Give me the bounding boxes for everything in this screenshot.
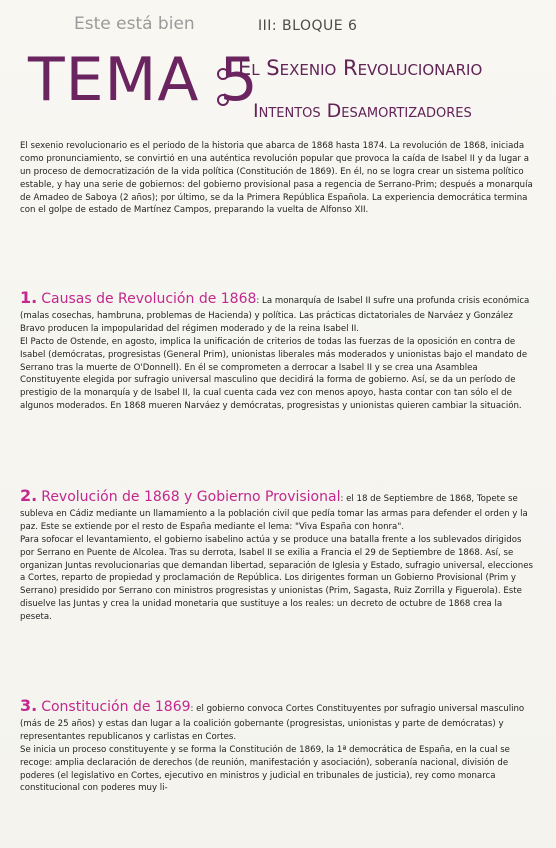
section-2-number: 2.	[20, 486, 38, 505]
section-2-body: Para sofocar el levantamiento, el gobierno isabelino actúa y se produce una batalla frente a los sublevados dirigidos por Serrano en Puente de Alcolea. Tras su derrota, Isabel II se exilia a Francia el 29 de Septiembre de 1868. Así, se organizan Juntas revolucionarias que demandan libertad, separación de Iglesia y Estado, sufragio universal, elecciones a Cortes, reparto de propiedad y proclamación de República. Los dirigentes forman un Gobierno Provisional (Prim y Serrano) presidido por Serrano con ministros progresistas y unionistas (Prim, Sagasta, Ruiz Zorrilla y Figuerola). Este disuelve las Juntas y crea la unidad monetaria que sustituye a los reales: un decreto de octubre de 1868 crea la peseta.	[20, 534, 533, 623]
teacher-note: Este está bien	[74, 14, 195, 34]
page-header	[28, 45, 548, 134]
section-3-heading	[20, 696, 191, 715]
tema-title: TEMA 5	[28, 45, 259, 115]
section-1-inline-text: : La monarquía de Isabel II sufre una profunda crisis económica (malas cosechas, hambruna, problemas de Hacienda) y política. Las prácticas dictatoriales de Narváez y González Bravo producen la impopularidad del régimen moderado y de la reina Isabel II.	[20, 296, 530, 334]
main-title: El Sexenio Revolucionario	[238, 56, 483, 80]
section-2	[20, 484, 536, 624]
header-colon	[214, 66, 228, 108]
section-2-lead	[20, 484, 536, 534]
colon-dot-bottom	[217, 94, 229, 106]
section-2-title: Revolución de 1868 y Gobierno Provisional	[41, 489, 341, 505]
bloque-label: III: BLOQUE 6	[258, 18, 358, 34]
section-3-number: 3.	[20, 696, 38, 715]
section-1-lead	[20, 286, 536, 336]
section-2-inline-text: : el 18 de Septiembre de 1868, Topete se subleva en Cádiz mediante un llamamiento a la población civil que pedía tomar las armas para defender el orden y la paz. Este se extiende por el resto de España mediante el lema: "Viva España con honra".	[20, 494, 528, 532]
subtitle: Intentos Desamortizadores	[253, 100, 472, 122]
section-2-heading	[20, 486, 341, 505]
section-1-number: 1.	[20, 288, 38, 307]
colon-dot-top	[217, 68, 229, 80]
section-1	[20, 286, 536, 413]
intro-paragraph: El sexenio revolucionario es el periodo de la historia que abarca de 1868 hasta 1874. La revolución de 1868, iniciada como pronunciamiento, se convirtió en una auténtica revolución popular que provoca la caída de Isabel II y da lugar a un proceso de democratización de la vida política (Constitución de 1869). En él, no se logra crear un sistema político estable, y hay una serie de gobiernos: del gobierno provisional pasa a regencia de Serrano-Prim; después a monarquía de Amadeo de Saboya (2 años); por último, se da la Primera República Española. La experiencia democrática termina con el golpe de estado de Martínez Campos, preparando la vuelta de Alfonso XII.	[20, 141, 533, 216]
section-3-body: Se inicia un proceso constituyente y se forma la Constitución de 1869, la 1ª democrática de España, en la cual se recoge: amplia declaración de derechos (de reunión, manifestación y asociación), soberanía nacional, división de poderes (el legislativo en Cortes, ejecutivo en ministros y judicial en tribunales de justicia), rey como monarca constitucional con poderes muy li-	[20, 744, 510, 794]
section-3-title: Constitución de 1869	[41, 699, 191, 715]
section-3-inline-text: : el gobierno convoca Cortes Constituyentes por sufragio universal masculino (más de 25 años) y estas dan lugar a la coalición gobernante (progresistas, unionistas y parte de demócratas) y representantes republicanos y carlistas en Cortes.	[20, 704, 525, 742]
section-3	[20, 694, 536, 795]
section-3-lead	[20, 694, 536, 744]
section-1-body: El Pacto de Ostende, en agosto, implica la unificación de criterios de todas las fuerzas de la oposición en contra de Isabel (demócratas, progresistas (General Prim), unionistas liberales más moderados y unionistas bajo el mandato de Serrano tras la muerte de O'Donnell). En él se comprometen a derrocar a Isabel II y se crea una Asamblea Constituyente elegida por sufragio universal masculino que decidirá la forma de gobierno. Así, se da un período de prestigio de la monarquía y de Isabel II, la cual cuenta cada vez con menos apoyo, hasta contar con tan sólo el de algunos moderados. En 1868 mueren Narváez y demócratas, progresistas y unionistas quieren cambiar la situación.	[20, 336, 528, 412]
section-1-heading	[20, 288, 257, 307]
section-1-title: Causas de Revolución de 1868	[41, 291, 257, 307]
